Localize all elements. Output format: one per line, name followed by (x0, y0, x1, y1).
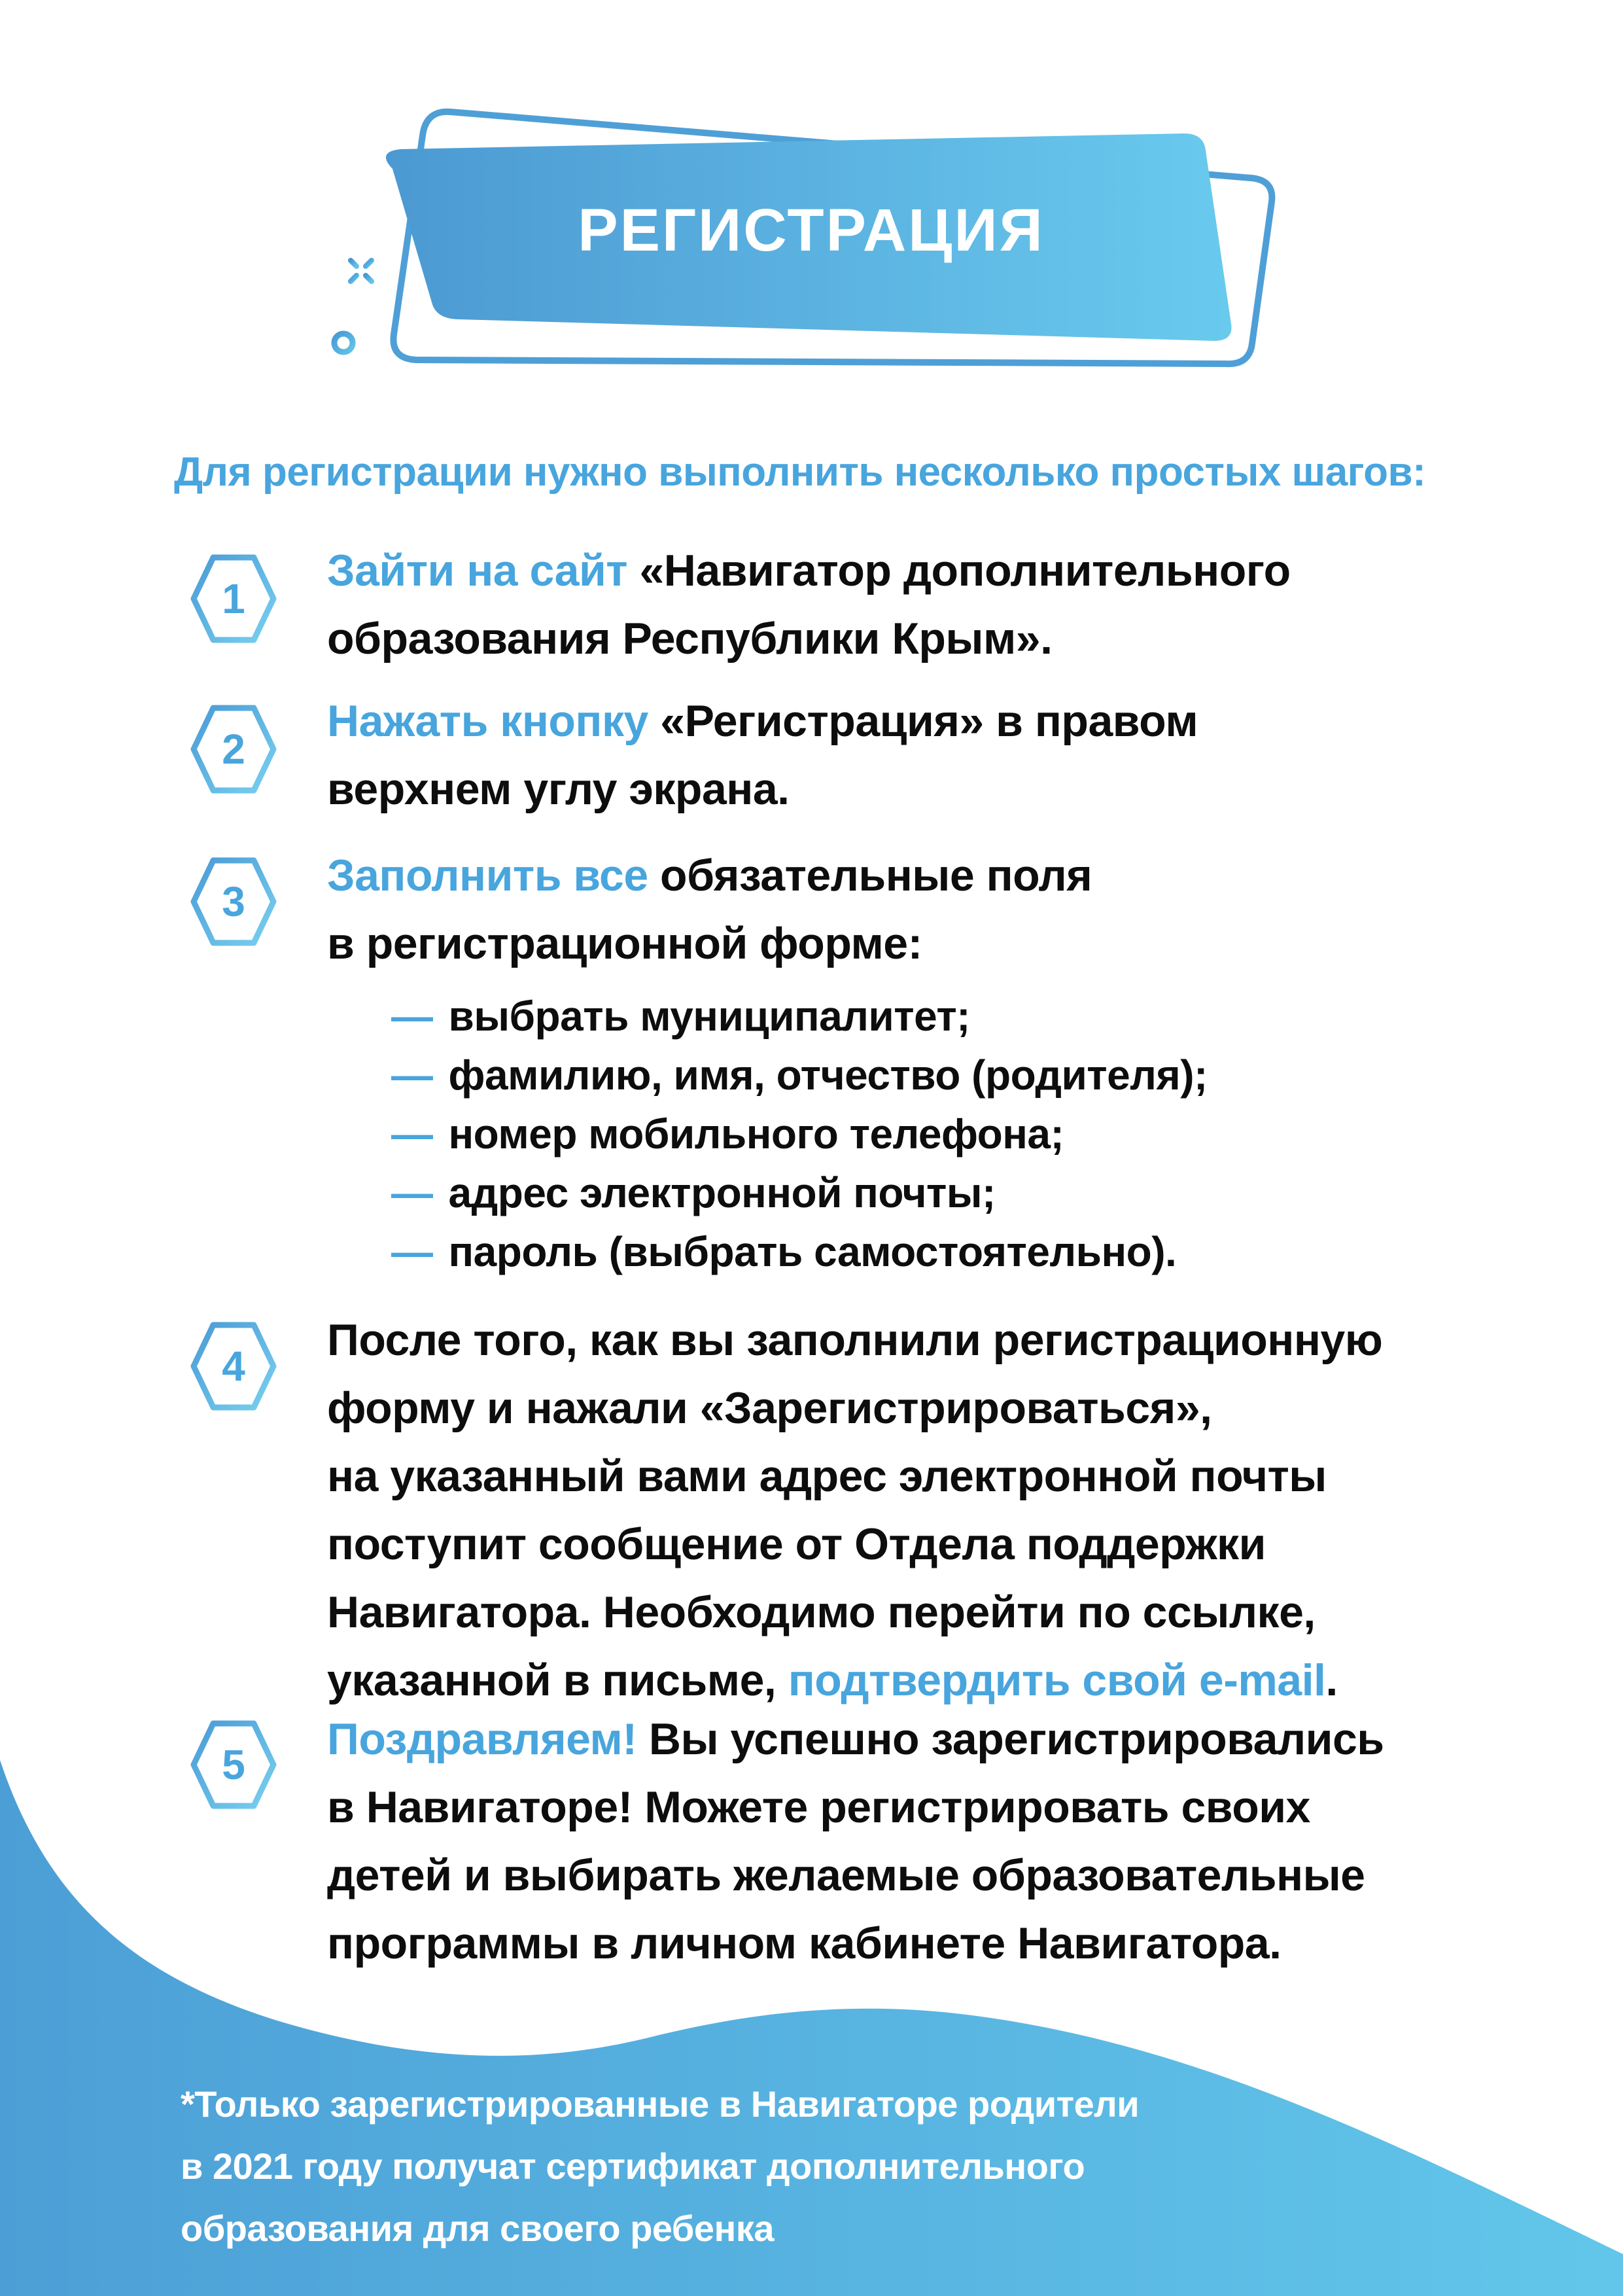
step-line-text: «Навигатор дополнительного (639, 546, 1291, 595)
note-line: образования для своего ребенка (181, 2208, 775, 2249)
step-line-text: в регистрационной форме: (327, 919, 922, 968)
dash-bullet: — (391, 993, 433, 1040)
step-number: 1 (222, 575, 245, 622)
step-number: 2 (222, 726, 245, 773)
step-lead-text: Заполнить все (327, 851, 661, 900)
step-number: 4 (222, 1343, 245, 1390)
note-line: в 2021 году получат сертификат дополнительного (181, 2146, 1085, 2187)
step-line (327, 1578, 1382, 1646)
step-line-text: поступит сообщение от Отдела поддержки (327, 1519, 1266, 1569)
step-line-text: обязательные поля (660, 851, 1092, 900)
sublist-item (391, 1222, 1208, 1281)
step-line (327, 1374, 1382, 1442)
intro-text: Для регистрации нужно выполнить несколько простых шагов: (174, 450, 1426, 495)
step-line-text: «Регистрация» в правом (660, 696, 1198, 746)
dash-bullet: — (391, 1228, 433, 1275)
step-line (327, 1306, 1382, 1374)
step-line (327, 537, 1291, 605)
circle-decoration-icon (330, 330, 357, 356)
sublist-item (391, 1046, 1208, 1104)
step-line-text: форму и нажали «Зарегистрироваться», (327, 1383, 1212, 1433)
step-text-block (327, 1306, 1382, 1714)
step-line-text: образования Республики Крым». (327, 614, 1053, 663)
step-text-block (327, 841, 1092, 978)
step-lead-text: Поздравляем! (327, 1714, 649, 1764)
step-line (327, 687, 1198, 755)
step-text-block (327, 687, 1198, 823)
step-line (327, 755, 1198, 823)
step-line (327, 1442, 1382, 1510)
step-badge-hexagon (190, 853, 277, 951)
step-line-text: . (1325, 1655, 1338, 1705)
step-line-text: После того, как вы заполнили регистрационную (327, 1315, 1383, 1365)
step-line (327, 910, 1092, 978)
step-line-text: верхнем углу экрана. (327, 764, 790, 814)
sublist-item-text: выбрать муниципалитет; (448, 993, 970, 1040)
step-line-text: в Навигаторе! Можете регистрировать своих (327, 1782, 1310, 1832)
step-lead-text: Зайти на сайт (327, 546, 640, 595)
required-fields-list (391, 987, 1208, 1281)
step-line (327, 1510, 1382, 1578)
step-text-block (327, 537, 1291, 673)
step-line-text: Навигатора. Необходимо перейти по ссылке, (327, 1587, 1316, 1637)
sublist-item-text: номер мобильного телефона; (448, 1110, 1064, 1157)
step-badge-hexagon (190, 1317, 277, 1415)
step-line-text: программы в личном кабинете Навигатора. (327, 1918, 1282, 1968)
step-line-text: детей и выбирать желаемые образовательные (327, 1850, 1365, 1900)
step-badge-hexagon (190, 700, 277, 798)
dash-bullet: — (391, 1110, 433, 1157)
sublist-item-text: фамилию, имя, отчество (родителя); (448, 1051, 1208, 1099)
step-highlight-text: подтвердить свой e-mail (788, 1655, 1326, 1705)
sublist-item-text: пароль (выбрать самостоятельно). (448, 1228, 1177, 1275)
step-number: 3 (222, 878, 245, 925)
step-line-text: указанной в письме, (327, 1655, 788, 1705)
dash-bullet: — (391, 1169, 433, 1216)
note-line: *Только зарегистрированные в Навигаторе родители (181, 2083, 1140, 2125)
step-line-text: на указанный вами адрес электронной почты (327, 1451, 1327, 1501)
footer-note (181, 2073, 1139, 2259)
sublist-item (391, 1163, 1208, 1222)
sublist-item-text: адрес электронной почты; (448, 1169, 996, 1216)
step-number: 5 (222, 1741, 245, 1788)
page-title: РЕГИСТРАЦИЯ (578, 197, 1045, 264)
step-line (327, 841, 1092, 910)
sublist-item (391, 987, 1208, 1046)
x-decoration-icon (345, 255, 377, 287)
sublist-item (391, 1104, 1208, 1163)
step-line (327, 1646, 1382, 1714)
dash-bullet: — (391, 1051, 433, 1099)
step-badge-hexagon (190, 550, 277, 648)
step-line-text: Вы успешно зарегистрировались (648, 1714, 1384, 1764)
step-lead-text: Нажать кнопку (327, 696, 661, 746)
step-line (327, 605, 1291, 673)
